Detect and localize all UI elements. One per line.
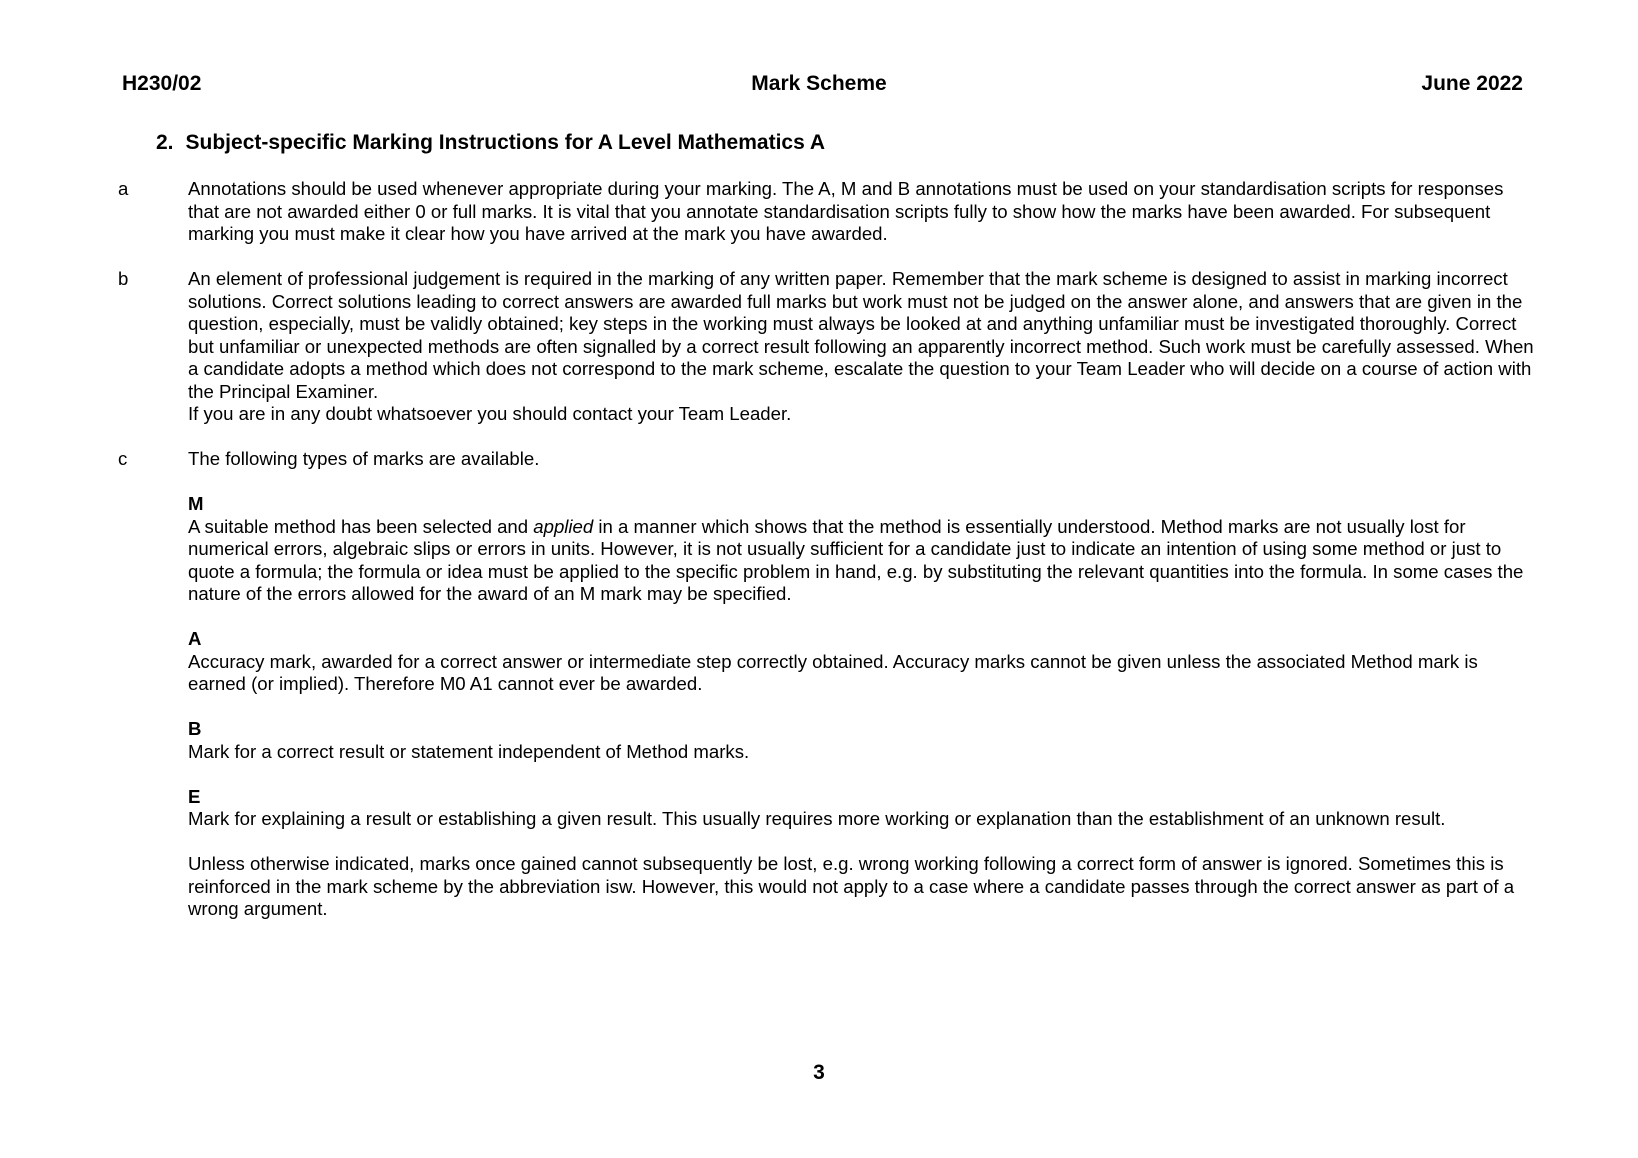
mark-type-a [188,628,1538,696]
mark-type-label: A [188,628,202,649]
mark-types-intro: The following types of marks are available. [188,448,540,469]
item-letter: c [118,448,128,469]
instructions-body [118,178,1538,943]
instruction-text: An element of professional judgement is required in the marking of any written paper. Remember that the mark scheme is designed to assist in marking incorrect solutions. Correct solutions leading to correct answers are awarded full marks but work must not be judged on the answer alone, and answers that are given in the question, especially, must be validly obtained; key steps in the working must always be looked at and anything unfamiliar must be investigated thoroughly. Correct but unfamiliar or unexpected methods are often signalled by a correct result following an apparently incorrect method. Such work must be carefully assessed. When a candidate adopts a method which does not correspond to the mark scheme, escalate the question to your Team Leader who will decide on a course of action with the Principal Examiner. [188,268,1534,402]
paper-code: H230/02 [122,72,202,95]
mark-type-b [188,718,1538,763]
item-letter: b [118,268,129,289]
instruction-item-c [118,448,1538,921]
item-letter: a [118,178,129,199]
instruction-text-contact: If you are in any doubt whatsoever you should contact your Team Leader. [188,403,792,424]
section-title: Subject-specific Marking Instructions for A Level Mathematics A [185,131,825,154]
mark-type-description: Accuracy mark, awarded for a correct answer or intermediate step correctly obtained. Accuracy marks cannot be given unless the associated Method mark is earned (or implied). Therefore M0 A1 cannot ever be awarded. [188,650,1478,694]
mark-type-m [188,493,1538,606]
closing-note: Unless otherwise indicated, marks once gained cannot subsequently be lost, e.g. wrong working following a correct form of answer is ignored. Sometimes this is reinforced in the mark scheme by the abbreviation isw. However, this would not apply to a case where a candidate passes through the correct answer as part of a wrong argument. [188,853,1515,919]
instruction-item-b [118,268,1538,426]
instruction-item-a [118,178,1538,246]
section-number: 2. [156,131,174,154]
document-title: Mark Scheme [751,72,887,95]
page-number: 3 [813,1061,825,1084]
mark-type-description: A suitable method has been selected and applied in a manner which shows that the method is essentially understood. Method marks are not usually lost for numerical errors, algebraic slips or errors in units. However, it is not usually sufficient for a candidate just to indicate an intention of using some method or just to quote a formula; the formula or idea must be applied to the specific problem in hand, e.g. by substituting the relevant quantities into the formula. In some cases the nature of the errors allowed for the award of an M mark may be specified. [188,515,1524,604]
instruction-text: Annotations should be used whenever appropriate during your marking. The A, M and B annotations must be used on your standardisation scripts for responses that are not awarded either 0 or full marks. It is vital that you annotate standardisation scripts fully to show how the marks have been awarded. For subsequent marking you must make it clear how you have arrived at the mark you have awarded. [188,178,1504,244]
mark-type-label: B [188,718,202,739]
mark-type-description: Mark for a correct result or statement independent of Method marks. [188,740,750,762]
mark-type-e [188,786,1538,831]
section-heading [156,130,825,156]
mark-type-label: E [188,785,201,807]
exam-date: June 2022 [1421,72,1523,95]
mark-type-description: Mark for explaining a result or establishing a given result. This usually requires more working or explanation than the establishment of an unknown result. [188,808,1446,829]
mark-type-label: M [188,493,204,514]
